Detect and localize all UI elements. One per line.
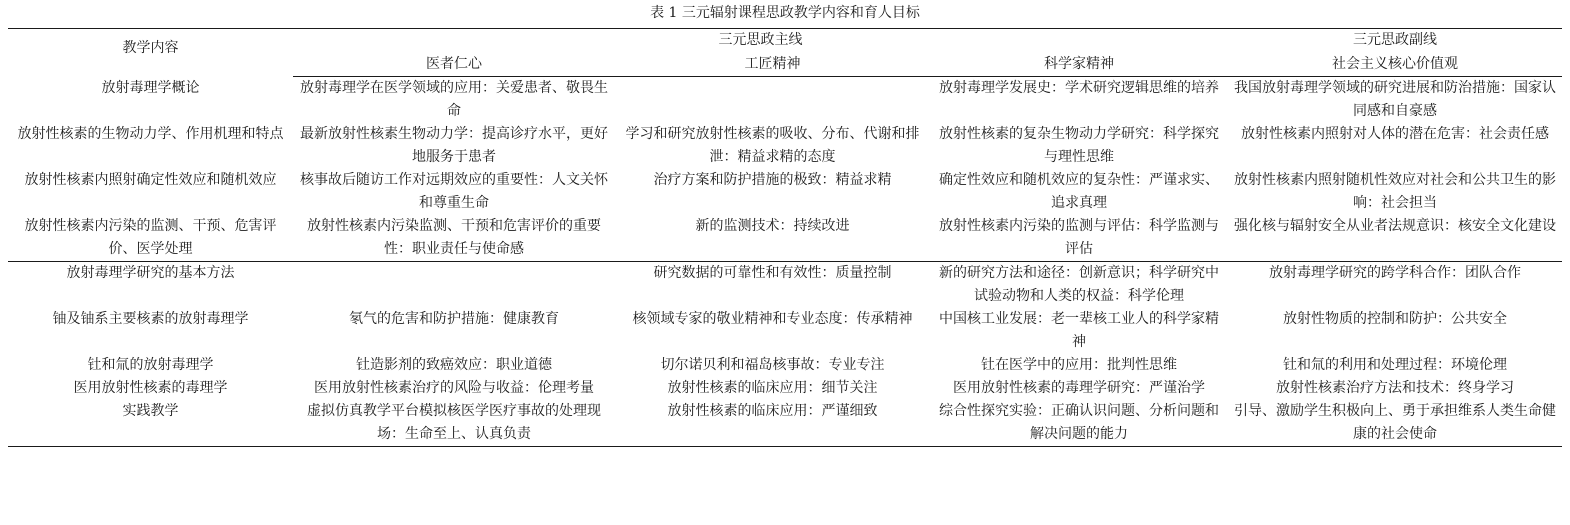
cell-scientist: 放射性核素的复杂生物动力学研究：科学探究与理性思维: [939, 126, 1219, 165]
cell-socialist: 放射性核素内照射对人体的潜在危害：社会责任感: [1241, 126, 1549, 142]
table-row: [8, 354, 1562, 377]
table-row: [8, 77, 1562, 124]
header-doctor: 医者仁心: [293, 53, 615, 77]
cell-craftsman: 研究数据的可靠性和有效性：质量控制: [615, 262, 930, 309]
cell-socialist: 放射性物质的控制和防护：公共安全: [1283, 311, 1507, 327]
cell-scientist: 中国核工业发展：老一辈核工业人的科学家精神: [939, 311, 1219, 350]
cell-doctor: 钍造影剂的致癌效应：职业道德: [356, 357, 552, 373]
header-sub-line: 三元思政副线: [1228, 29, 1562, 54]
cell-craftsman: 切尔诺贝利和福岛核事故：专业专注: [660, 357, 885, 373]
cell-content: 实践教学: [8, 400, 293, 447]
table-row: [8, 169, 1562, 215]
cell-socialist: 钍和氚的利用和处理过程：环境伦理: [1283, 357, 1507, 373]
cell-doctor: 核事故后随访工作对远期效应的重要性：人文关怀和尊重生命: [300, 172, 608, 211]
cell-doctor: 最新放射性核素生物动力学：提高诊疗水平，更好地服务于患者: [300, 126, 608, 165]
cell-craftsman: 新的监测技术：持续改进: [695, 218, 850, 234]
cell-content: 放射毒理学研究的基本方法: [8, 262, 293, 309]
header-socialist: 社会主义核心价值观: [1228, 53, 1562, 77]
cell-socialist: 放射毒理学研究的跨学科合作：团队合作: [1228, 262, 1562, 309]
cell-content: 放射性核素的生物动力学、作用机理和特点: [17, 126, 284, 142]
table-body: [8, 77, 1562, 447]
cell-scientist: 放射性核素内污染的监测与评估：科学监测与评估: [939, 218, 1219, 257]
cell-socialist: 引导、激励学生积极向上、勇于承担维系人类生命健康的社会使命: [1228, 400, 1562, 447]
header-craftsman: 工匠精神: [615, 53, 930, 77]
cell-content: 钍和氚的放射毒理学: [87, 357, 214, 373]
cell-doctor: 医用放射性核素治疗的风险与收益：伦理考量: [314, 380, 594, 396]
cell-content: 放射性核素内照射确定性效应和随机效应: [24, 172, 277, 188]
cell-content: 放射性核素内污染的监测、干预、危害评价、医学处理: [24, 218, 277, 257]
cell-doctor: 氡气的危害和防护措施：健康教育: [349, 311, 559, 327]
header-content: 教学内容: [8, 29, 293, 77]
header-main-line: 三元思政主线: [293, 29, 1228, 54]
cell-scientist: 医用放射性核素的毒理学研究：严谨治学: [953, 380, 1205, 396]
cell-content: 放射毒理学概论: [101, 79, 200, 96]
table-row: [8, 262, 1562, 309]
table-caption: 表 1 三元辐射课程思政教学内容和育人目标: [650, 5, 920, 21]
header-scientist: 科学家精神: [930, 53, 1228, 77]
cell-craftsman: 放射性核素的临床应用：细节关注: [667, 380, 878, 396]
cell-content: 铀及铀系主要核素的放射毒理学: [52, 311, 249, 327]
cell-craftsman: 核领域专家的敬业精神和专业态度：传承精神: [632, 311, 913, 327]
table-row: [8, 377, 1562, 400]
cell-scientist: 新的研究方法和途径：创新意识；科学研究中试验动物和人类的权益：科学伦理: [930, 262, 1228, 309]
cell-socialist: 强化核与辐射安全从业者法规意识：核安全文化建设: [1234, 218, 1556, 234]
cell-doctor: 放射性核素内污染监测、干预和危害评价的重要性：职业责任与使命感: [307, 218, 601, 257]
table-row: [8, 400, 1562, 447]
cell-craftsman: 学习和研究放射性核素的吸收、分布、代谢和排泄：精益求精的态度: [625, 126, 920, 165]
cell-socialist: 我国放射毒理学领域的研究进展和防治措施：国家认同感和自豪感: [1234, 80, 1556, 119]
cell-socialist: 放射性核素治疗方法和技术：终身学习: [1276, 380, 1514, 396]
cell-doctor: 虚拟仿真教学平台模拟核医学医疗事故的处理现场：生命至上、认真负责: [293, 400, 615, 447]
cell-craftsman: 治疗方案和防护措施的极致：精益求精: [653, 172, 892, 188]
cell-craftsman: [615, 77, 930, 124]
cell-doctor: [293, 262, 615, 309]
table-row: [8, 215, 1562, 262]
curriculum-table: [8, 28, 1562, 447]
cell-socialist: 放射性核素内照射随机性效应对社会和公共卫生的影响：社会担当: [1234, 172, 1556, 211]
cell-scientist: 综合性探究实验：正确认识问题、分析问题和解决问题的能力: [930, 400, 1228, 447]
cell-doctor: 放射毒理学在医学领域的应用：关爱患者、敬畏生命: [300, 80, 608, 119]
cell-scientist: 确定性效应和随机效应的复杂性：严谨求实、追求真理: [939, 172, 1219, 211]
cell-content: 医用放射性核素的毒理学: [73, 380, 228, 396]
cell-scientist: 钍在医学中的应用：批判性思维: [981, 357, 1177, 373]
cell-scientist: 放射毒理学发展史：学术研究逻辑思维的培养: [939, 80, 1219, 96]
cell-craftsman: 放射性核素的临床应用：严谨细致: [615, 400, 930, 447]
table-row: [8, 308, 1562, 354]
table-row: [8, 123, 1562, 169]
